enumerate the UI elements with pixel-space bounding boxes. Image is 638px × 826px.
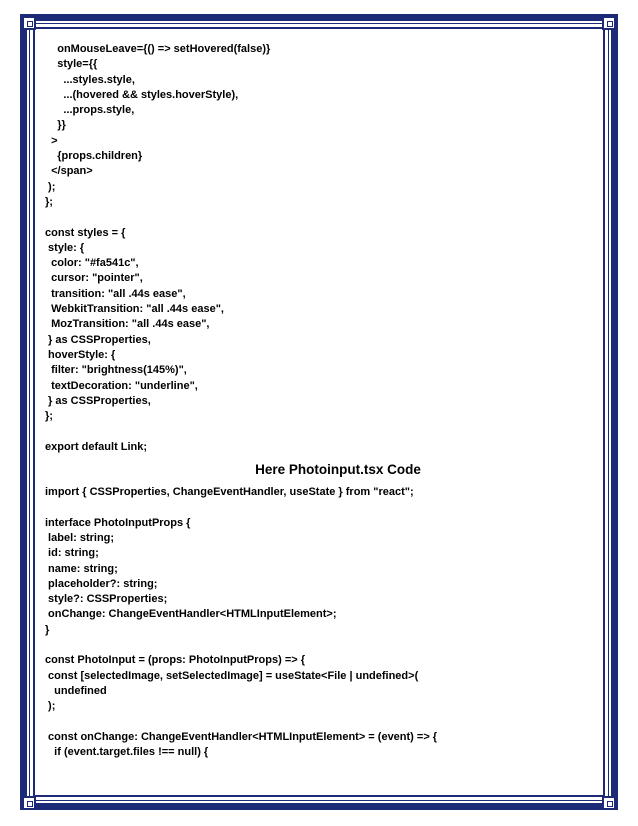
code-line: WebkitTransition: "all .44s ease", [45, 303, 224, 316]
code-line: cursor: "pointer", [45, 272, 143, 285]
code-line: } as CSSProperties, [45, 394, 151, 407]
code-line: style?: CSSProperties; [45, 593, 168, 606]
code-line: hoverStyle: { [45, 348, 116, 361]
page-content [45, 42, 595, 760]
code-line: name: string; [45, 562, 118, 575]
code-line: filter: "brightness(145%)", [45, 364, 187, 377]
code-block-link [45, 42, 595, 455]
code-line: } [45, 623, 50, 636]
code-line: }} [45, 119, 66, 132]
code-line: {props.children} [45, 150, 143, 163]
code-line: undefined [45, 684, 107, 697]
code-line: export default Link; [45, 440, 148, 453]
code-line [45, 210, 595, 225]
corner-ornament-icon [22, 796, 36, 810]
code-block-photoinput [45, 485, 595, 760]
code-line: }; [45, 410, 53, 423]
code-line: } as CSSProperties, [45, 333, 151, 346]
code-line: MozTransition: "all .44s ease", [45, 318, 210, 331]
section-heading: Here Photoinput.tsx Code [255, 462, 421, 478]
code-line: onChange: ChangeEventHandler<HTMLInputElement>; [45, 608, 337, 621]
code-line: > [45, 134, 58, 147]
code-line: const styles = { [45, 226, 126, 239]
code-line: interface PhotoInputProps { [45, 516, 191, 529]
corner-ornament-icon [22, 16, 36, 30]
code-line: color: "#fa541c", [45, 257, 139, 270]
code-line: ); [45, 180, 56, 193]
code-line: const PhotoInput = (props: PhotoInputProps) => { [45, 654, 306, 667]
code-line: placeholder?: string; [45, 577, 158, 590]
code-line: const onChange: ChangeEventHandler<HTMLInputElement> = (event) => { [45, 730, 438, 743]
code-line [45, 500, 595, 515]
code-line [45, 638, 595, 653]
code-line: transition: "all .44s ease", [45, 287, 186, 300]
corner-ornament-icon [602, 796, 616, 810]
code-line: ...props.style, [45, 104, 135, 117]
code-line: ); [45, 700, 56, 713]
code-line: import { CSSProperties, ChangeEventHandler, useState } from "react"; [45, 486, 414, 499]
code-line: ...styles.style, [45, 73, 135, 86]
corner-ornament-icon [602, 16, 616, 30]
code-line: </span> [45, 165, 93, 178]
code-line: ...(hovered && styles.hoverStyle), [45, 88, 239, 101]
code-line: id: string; [45, 547, 99, 560]
code-line: onMouseLeave={() => setHovered(false)} [45, 43, 271, 55]
code-line: style: { [45, 241, 85, 254]
code-line: const [selectedImage, setSelectedImage] = useState<File | undefined>( [45, 669, 419, 682]
code-line: }; [45, 195, 53, 208]
code-line: label: string; [45, 531, 115, 544]
code-line [45, 714, 595, 729]
code-line: style={{ [45, 58, 98, 71]
code-line: if (event.target.files !== null) { [45, 746, 209, 759]
code-line: textDecoration: "underline", [45, 379, 198, 392]
code-line [45, 424, 595, 439]
